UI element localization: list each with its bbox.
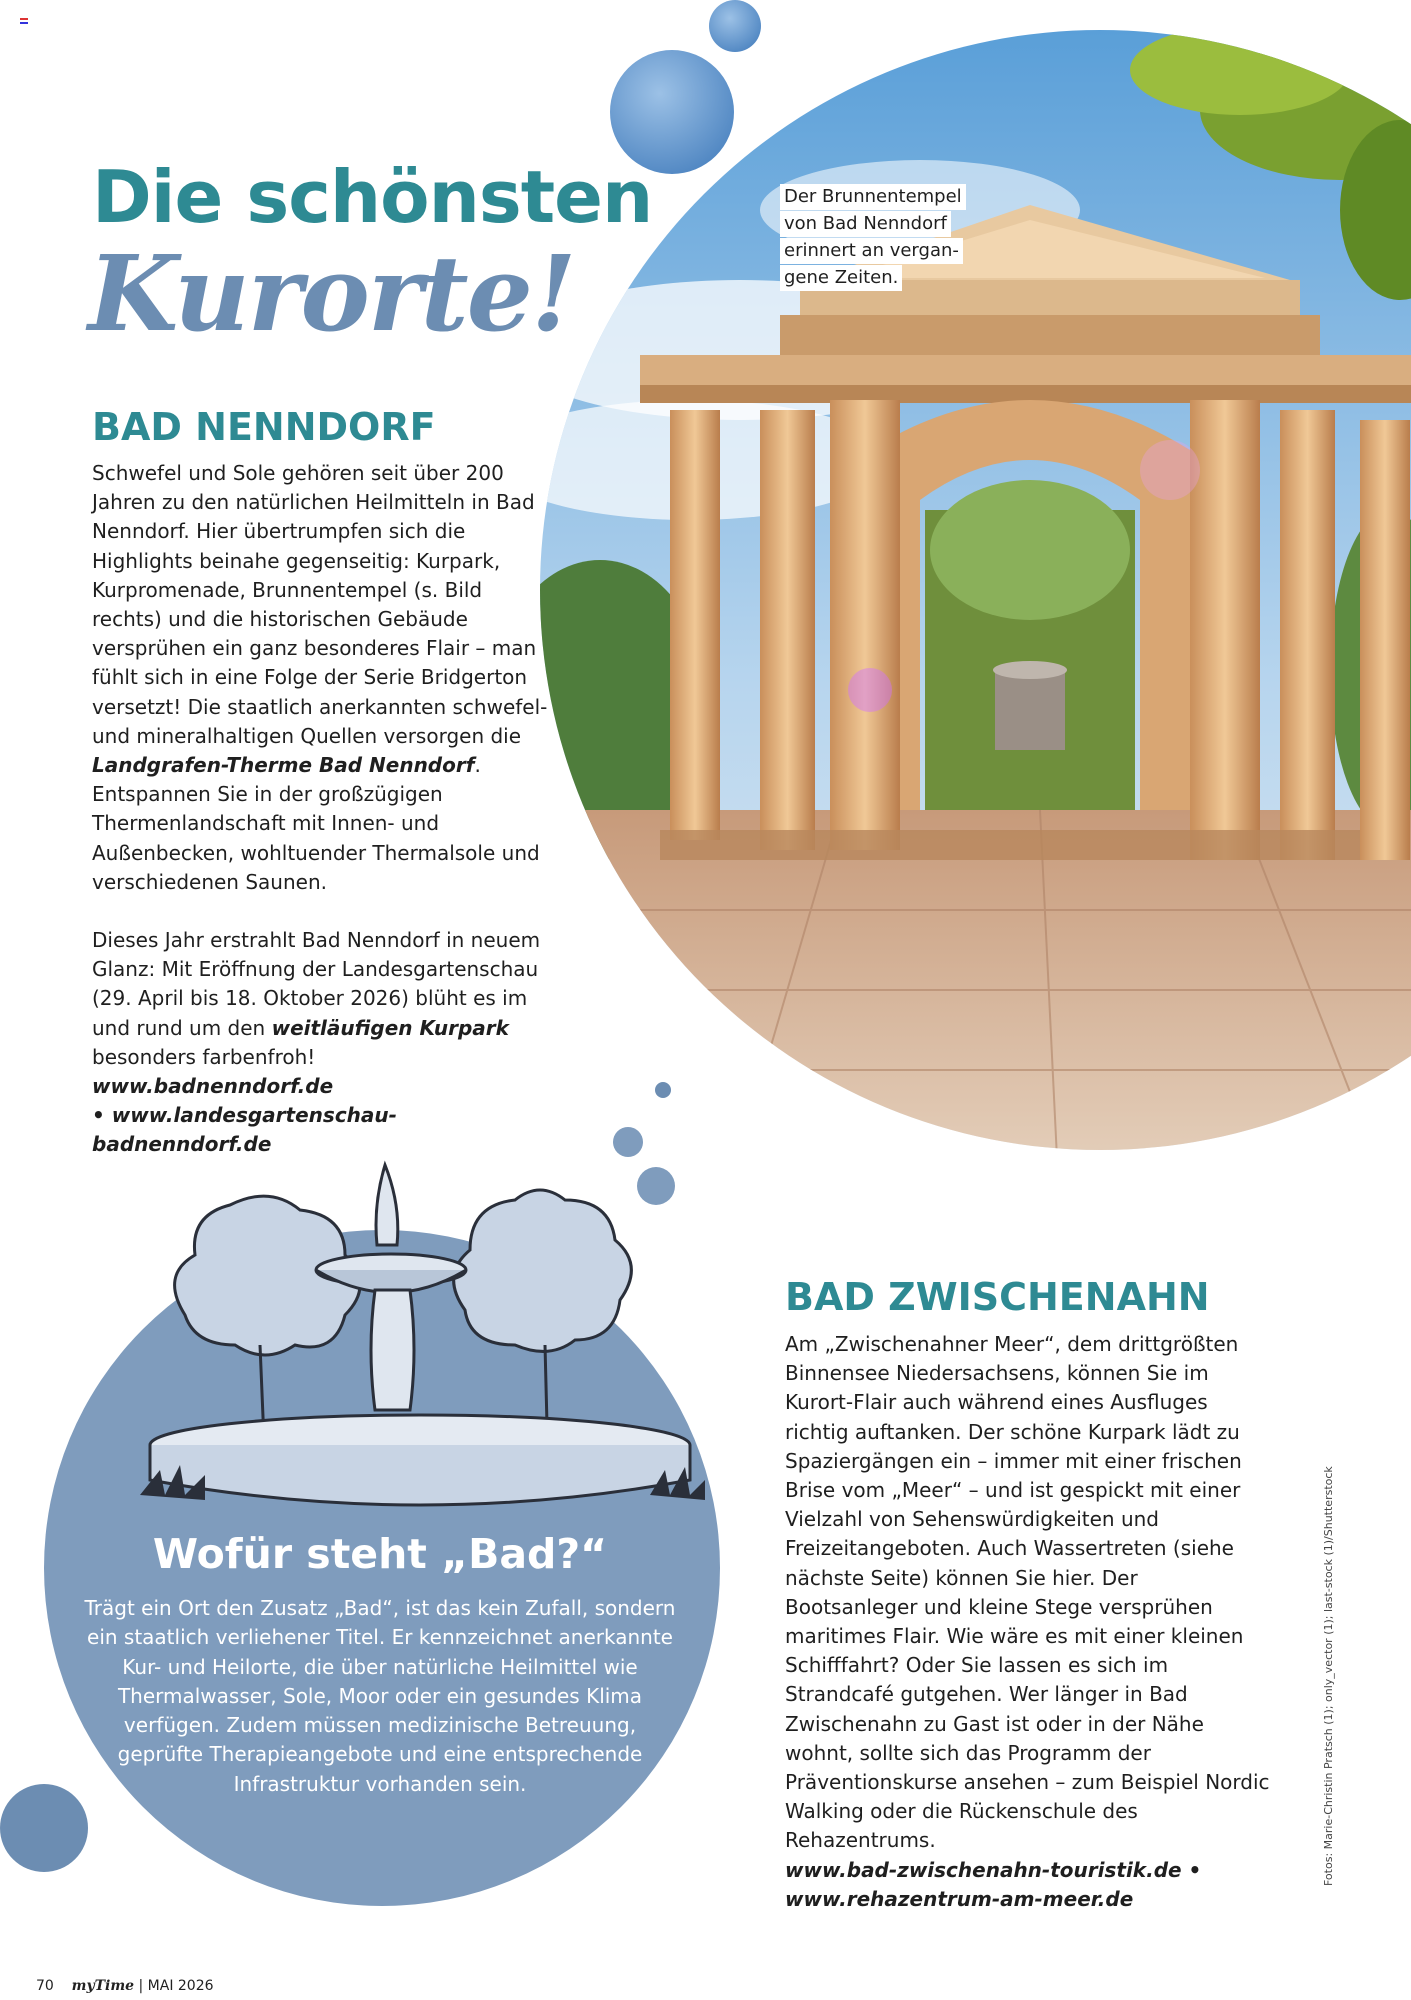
caption-line: Der Brunnentempel	[780, 184, 966, 210]
page-footer	[36, 1978, 214, 1994]
fountain-illustration	[130, 1145, 710, 1520]
caption-line: erinnert an vergan-	[780, 238, 963, 264]
bad-nenndorf-text	[92, 459, 557, 1160]
link-bad-zwischenahn-touristik[interactable]: www.bad-zwischenahn-touristik.de •	[785, 1857, 1202, 1882]
photo-credits: Fotos: Marie-Christin Pratsch (1); only_vector (1); last-stock (1)/Shutterstock	[1322, 1466, 1335, 1886]
section-title-bad-zwischenahn: BAD ZWISCHENAHN	[785, 1275, 1210, 1319]
bad-zwischenahn-text	[785, 1330, 1275, 1914]
issue-label: | MAI 2026	[138, 1978, 214, 1994]
page-number: 70	[36, 1978, 54, 1994]
photo-caption	[780, 184, 980, 292]
section-title-bad-nenndorf: BAD NENNDORF	[92, 405, 436, 449]
infobox-text: Trägt ein Ort den Zusatz „Bad“, ist das kein Zufall, sondern ein staatlich verliehener Titel. Er kennzeichnet anerkannte Kur- und Heilorte, die über natürliche Heilmittel wie Thermalwasser, Sole, Moor oder ein gesundes Klima verfügen. Zudem müssen medizinische Betreuung, geprüfte Therapieangebote und eine entsprechende Infrastruktur vorhanden sein.	[84, 1596, 676, 1796]
paragraph: Schwefel und Sole gehören seit über 200 Jahren zu den natürlichen Heilmitteln in Bad Nenndorf. Hier übertrumpfen sich die Highlights beinahe gegenseitig: Kurpark, Kurpromenade, Brunnentempel (s. Bild rechts) und die historischen Gebäude versprühen ein ganz besonderes Flair – man fühlt sich in eine Folge der Serie Bridgerton versetzt! Die staatlich anerkannten schwefel- und mineralhaltigen Quellen versorgen die Landgrafen-Therme Bad Nenndorf. Entspannen Sie in der großzügigen Thermenlandschaft mit Innen- und Außenbecken, wohltuender Thermalsole und verschiedenen Saunen.	[92, 461, 548, 894]
headline-line2: Kurorte!	[88, 232, 575, 355]
magazine-brand: myTime	[71, 1978, 135, 1994]
link-badnenndorf[interactable]: www.badnenndorf.de	[92, 1074, 334, 1099]
link-landesgartenschau[interactable]: • www.landesgartenschau-badnenndorf.de	[92, 1103, 397, 1157]
caption-line: von Bad Nenndorf	[780, 211, 951, 237]
paragraph	[785, 1856, 1275, 1914]
link-rehazentrum[interactable]: www.rehazentrum-am-meer.de	[785, 1886, 1134, 1911]
infobox-title: Wofür steht „Bad?“	[152, 1530, 608, 1578]
headline-line1: Die schönsten	[92, 155, 653, 239]
paragraph: Dieses Jahr erstrahlt Bad Nenndorf in neuem Glanz: Mit Eröffnung der Landesgartenschau (29. April bis 18. Oktober 2026) blüht es im und rund um den weitläufigen Kurpark besonders farbenfroh! www.badnenndorf.de • www.landesgartenschau-badnenndorf.de	[92, 928, 541, 1157]
caption-line: gene Zeiten.	[780, 265, 902, 291]
paragraph: Am „Zwischenahner Meer“, dem drittgrößten Binnensee Niedersachsens, können Sie im Kurort-Flair auch während eines Ausfluges richtig auftanken. Der schöne Kurpark lädt zu Spaziergängen ein – immer mit einer frischen Brise vom „Meer“ – und ist gespickt mit einer Vielzahl von Sehenswürdigkeiten und Freizeitangeboten. Auch Wassertreten (siehe nächste Seite) können Sie hier. Der Bootsanleger und kleine Stege versprühen maritimes Flair. Wie wäre es mit einer kleinen Schifffahrt? Oder Sie lassen es sich im Strandcafé gutgehen. Wer länger in Bad Zwischenahn zu Gast ist oder in der Nähe wohnt, sollte sich das Programm der Präventionskurse ansehen – zum Beispiel Nordic Walking oder die Rückenschule des Rehazentrums.	[785, 1332, 1270, 1853]
